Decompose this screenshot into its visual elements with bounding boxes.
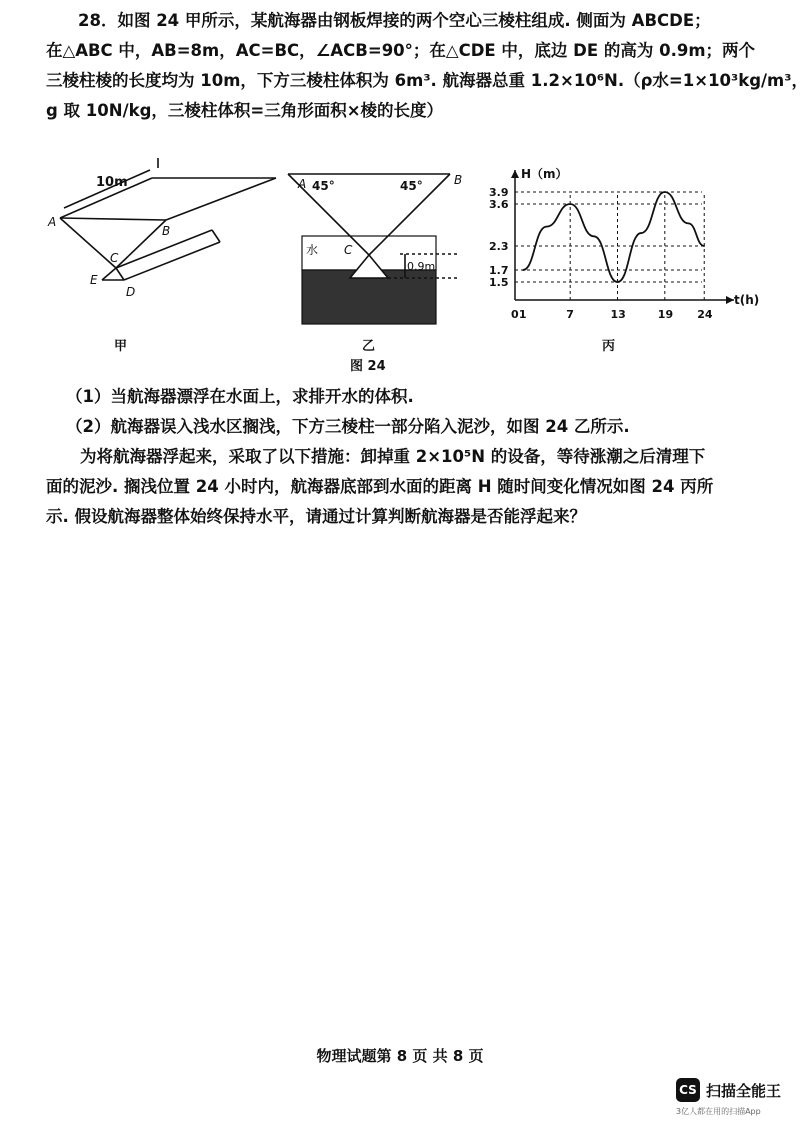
figure-label: 图 24 [350, 359, 386, 374]
problem-line-4: g 取 10N/kg，三棱柱体积=三角形面积×棱的长度） [46, 101, 444, 120]
jia-edge [212, 230, 220, 242]
jia-edge [124, 242, 220, 280]
x-tick-label: 7 [566, 308, 574, 321]
x-axis-arrow [726, 296, 734, 304]
jia-edge [116, 268, 124, 280]
x-tick-label: 0 [511, 308, 519, 321]
jia-caption: 甲 [114, 339, 128, 354]
scanner-watermark [676, 1078, 786, 1118]
x-tick-label: 19 [657, 308, 674, 321]
y-tick-label: 3.9 [489, 186, 509, 199]
data-point [546, 226, 548, 228]
jia-edge [60, 218, 166, 220]
yi-angle-left: 45° [312, 179, 335, 193]
jia-edge [102, 268, 116, 280]
data-point [688, 223, 690, 225]
y-axis-arrow [511, 170, 519, 178]
jia-point-c: C [110, 251, 119, 265]
jia-edge [60, 218, 116, 268]
problem-statement [46, 6, 808, 126]
yi-caption: 乙 [362, 339, 376, 354]
questions [46, 382, 786, 532]
question-2-detail-3: 示. 假设航海器整体始终保持水平，请通过计算判断航海器是否能浮起来？ [46, 507, 587, 526]
jia-point-a: A [48, 215, 57, 229]
question-2: （2）航海器误入浅水区搁浅，下方三棱柱一部分陷入泥沙，如图 24 乙所示. [66, 417, 630, 436]
figure-svg [40, 160, 760, 380]
jia-point-d: D [126, 285, 136, 299]
scanner-slogan: 3亿人都在用的扫描App [676, 1107, 761, 1116]
yi-angle-right: 45° [400, 179, 423, 193]
scanner-logo-icon: CS [676, 1078, 700, 1102]
figure-bing-chart [489, 166, 759, 321]
question-1: （1）当航海器漂浮在水面上，求排开水的体积. [66, 387, 414, 406]
x-tick-label: 24 [697, 308, 713, 321]
data-point [617, 281, 619, 283]
page-footer: 物理试题第 8 页 共 8 页 [316, 1047, 484, 1065]
y-tick-label: 3.6 [489, 198, 509, 211]
data-point [593, 236, 595, 238]
yi-point-b: B [454, 173, 463, 187]
figure-jia [60, 158, 276, 280]
y-axis-label: H（m） [521, 167, 568, 181]
x-tick-label: 13 [610, 308, 626, 321]
jia-edge [166, 178, 276, 220]
jia-point-e: E [90, 273, 98, 287]
x-tick-label: 1 [518, 308, 527, 321]
data-point [664, 191, 666, 193]
x-axis-label: t(h) [734, 293, 760, 307]
y-tick-label: 1.5 [489, 276, 509, 289]
data-point [640, 232, 642, 234]
data-point [569, 203, 571, 205]
jia-length-label: 10m [96, 175, 128, 190]
data-point [522, 269, 524, 271]
data-point [703, 245, 705, 247]
question-2-detail-2: 面的泥沙. 搁浅位置 24 小时内，航海器底部到水面的距离 H 随时间变化情况如图 24 丙所 [46, 477, 714, 496]
bing-caption: 丙 [602, 339, 616, 354]
problem-line-1: 28．如图 24 甲所示，某航海器由钢板焊接的两个空心三棱柱组成. 侧面为 ABCDE； [78, 11, 711, 30]
series-curve [523, 192, 704, 282]
jia-edge [116, 220, 166, 268]
jia-point-b: B [162, 224, 171, 238]
figure-24 [40, 160, 760, 380]
yi-height-label: 0.9m [407, 260, 436, 273]
yi-point-a: A [298, 177, 307, 191]
yi-water-label: 水 [306, 243, 319, 257]
y-tick-label: 1.7 [489, 264, 509, 277]
yi-point-c: C [344, 243, 353, 257]
problem-line-3: 三棱柱棱的长度均为 10m，下方三棱柱体积为 6m³. 航海器总重 1.2×10⁶N.（ρ水=1×10³kg/m³， [46, 71, 808, 90]
problem-line-2: 在△ABC 中，AB=8m，AC=BC，∠ACB=90°；在△CDE 中，底边 DE 的高为 0.9m；两个 [46, 41, 756, 60]
y-tick-label: 2.3 [489, 240, 509, 253]
question-2-detail-1: 为将航海器浮起来，采取了以下措施：卸掉重 2×10⁵N 的设备，等待涨潮之后清理下 [80, 447, 706, 466]
scanner-name: 扫描全能王 [706, 1082, 782, 1100]
